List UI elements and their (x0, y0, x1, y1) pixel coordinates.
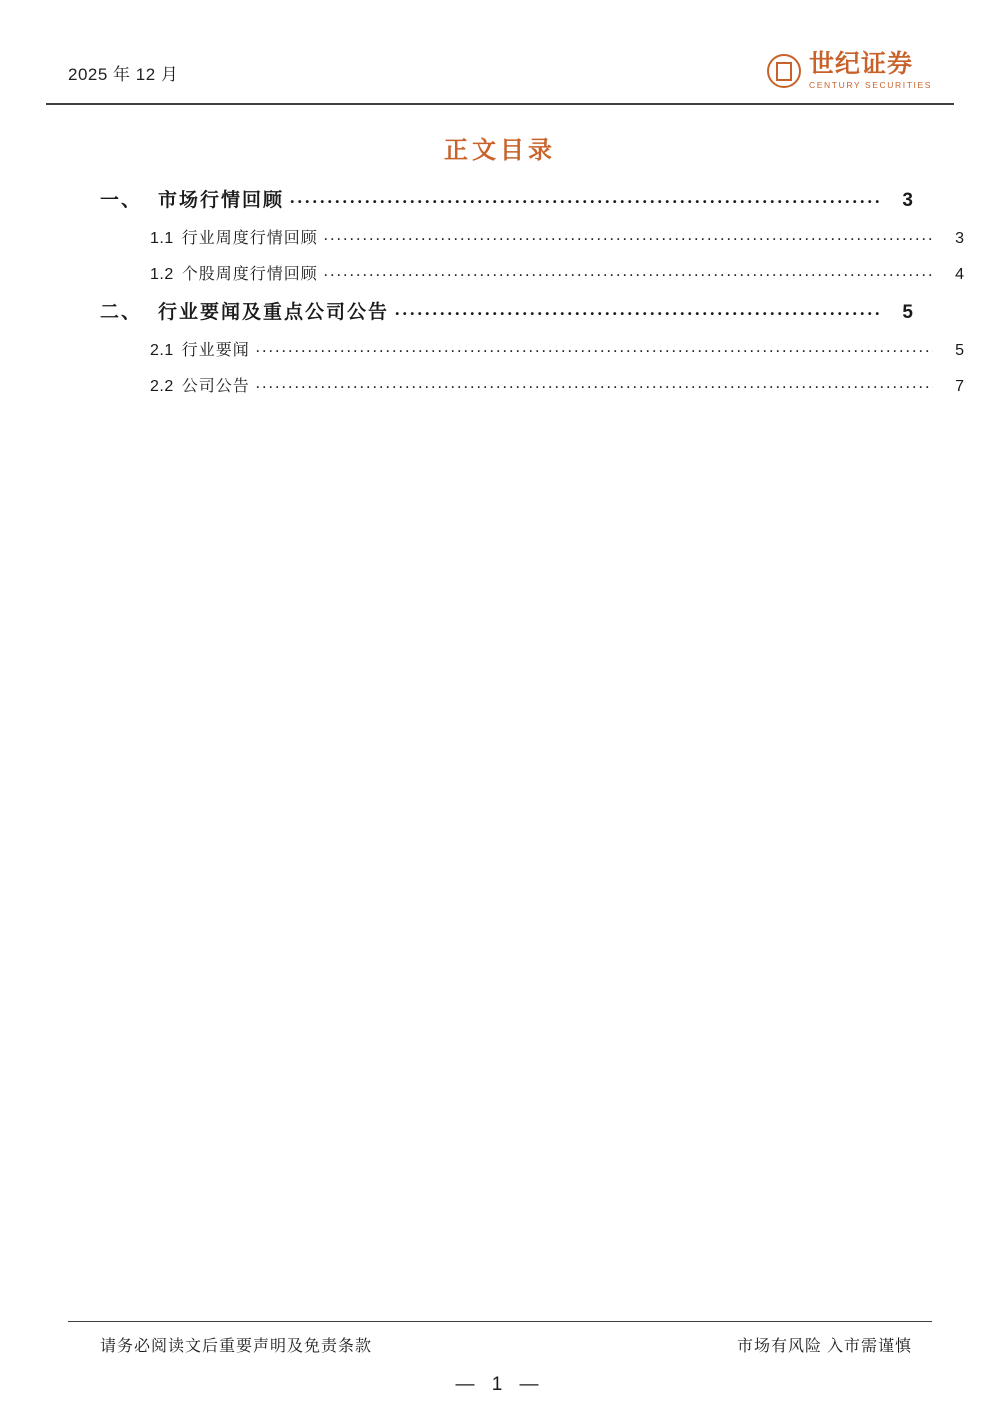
brand-logo-text (809, 52, 932, 90)
toc-entry-2[interactable] (100, 297, 915, 324)
toc-entry-number: 1.1 (150, 230, 174, 247)
toc-entry-number: 一、 (100, 190, 143, 211)
toc-entry-page: 4 (955, 266, 965, 283)
toc-entry-label: 行业要闻及重点公司公告 (158, 302, 390, 323)
toc-entry-number: 2.2 (150, 378, 174, 395)
brand-name-cn: 世纪证券 (809, 50, 914, 78)
footer-disclaimer-note: 请务必阅读文后重要声明及免责条款 (100, 1338, 373, 1355)
century-securities-logo-icon (767, 54, 801, 88)
toc-entry-number: 2.1 (150, 342, 174, 359)
footer-risk-note: 市场有风险 入市需谨慎 (736, 1338, 912, 1355)
toc-leader-dots (256, 375, 933, 393)
page-footer (100, 1333, 912, 1356)
table-of-contents (100, 185, 965, 396)
toc-entry-number: 1.2 (150, 266, 174, 283)
toc-entry-label: 公司公告 (181, 378, 250, 395)
toc-entry-label: 个股周度行情回顾 (181, 266, 318, 283)
toc-leader-dots (290, 187, 883, 209)
brand-name-en: CENTURY SECURITIES (809, 80, 932, 90)
toc-entry-1-2[interactable] (100, 261, 965, 284)
page-title: 正文目录 (444, 138, 556, 164)
report-date: 2025 年 12 月 (68, 65, 179, 84)
toc-leader-dots (395, 299, 883, 321)
toc-entry-2-2[interactable] (100, 373, 965, 396)
brand-logo (767, 52, 932, 90)
toc-entry-label: 行业周度行情回顾 (181, 230, 318, 247)
toc-entry-page: 5 (902, 302, 915, 323)
toc-entry-page: 5 (955, 342, 965, 359)
toc-leader-dots (324, 263, 933, 281)
toc-leader-dots (256, 339, 933, 357)
toc-entry-page: 3 (955, 230, 965, 247)
toc-entry-number: 二、 (100, 302, 143, 323)
page-number: — 1 — (455, 1374, 545, 1395)
toc-entry-1[interactable] (100, 185, 915, 212)
page-header (68, 52, 932, 108)
toc-entry-2-1[interactable] (100, 337, 965, 360)
toc-entry-page: 7 (955, 378, 965, 395)
toc-entry-label: 市场行情回顾 (158, 190, 285, 211)
toc-leader-dots (324, 227, 933, 245)
toc-entry-page: 3 (902, 190, 915, 211)
toc-entry-1-1[interactable] (100, 225, 965, 248)
toc-entry-label: 行业要闻 (181, 342, 250, 359)
header-divider (46, 103, 954, 105)
footer-divider (68, 1321, 932, 1322)
